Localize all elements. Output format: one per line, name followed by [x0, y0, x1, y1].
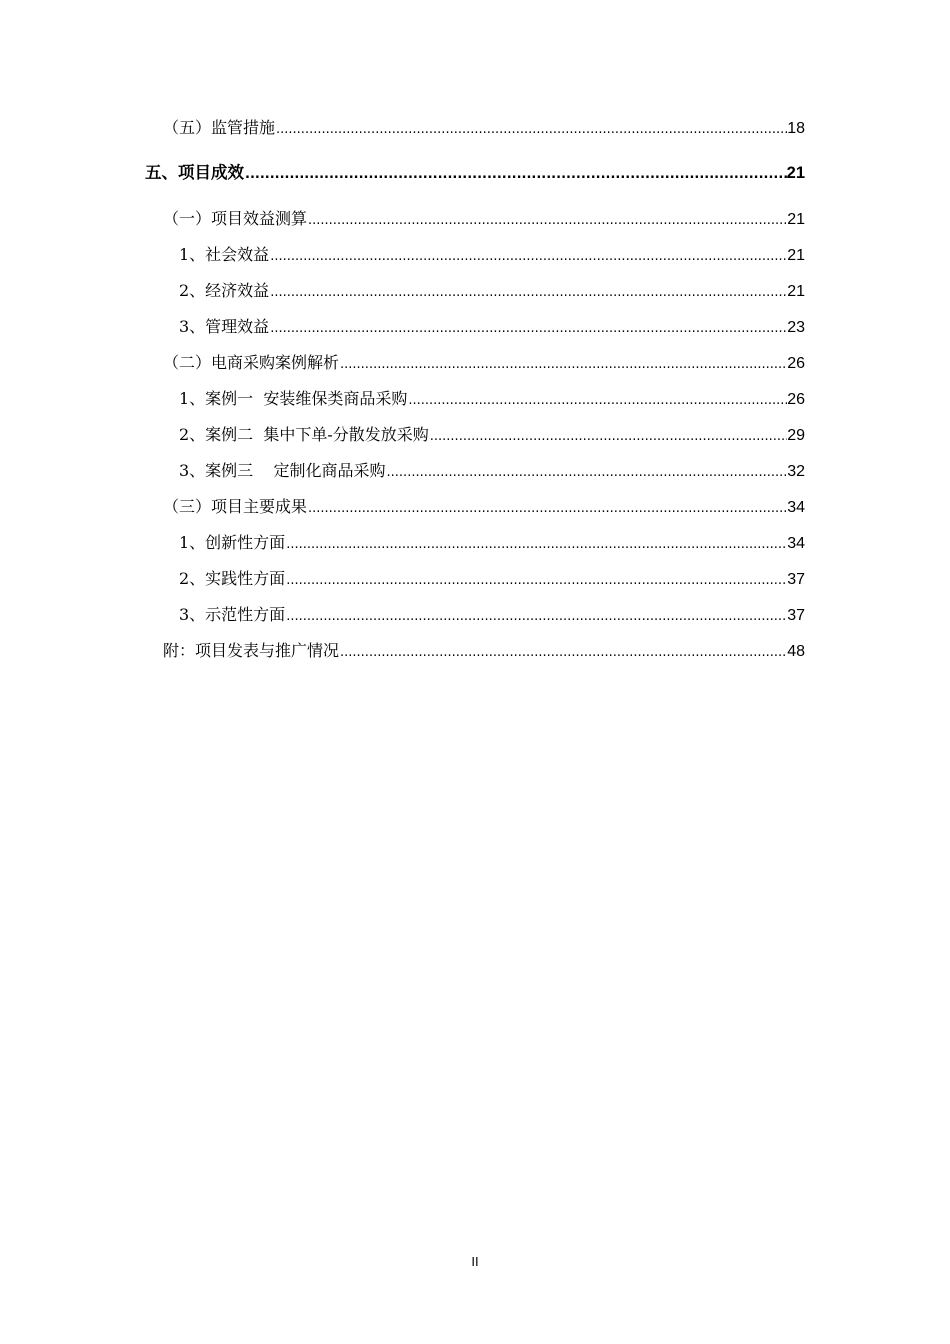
- toc-entry-page: 26: [787, 355, 805, 372]
- toc-entry-title: （一）项目效益测算: [163, 209, 308, 228]
- toc-entry-title: 1、社会效益: [179, 245, 270, 264]
- toc-entry-management-benefit[interactable]: [179, 317, 805, 337]
- toc-entry-case-two[interactable]: [179, 425, 805, 445]
- toc-entry-page: 37: [787, 607, 805, 624]
- toc-leader-dots: [307, 499, 787, 519]
- toc-entry-practicality[interactable]: [179, 569, 805, 589]
- toc-leader-dots: [429, 427, 787, 447]
- toc-entry-page: 26: [787, 391, 805, 408]
- toc-entry-appendix-publications[interactable]: [163, 641, 805, 661]
- toc-leader-dots: [339, 355, 787, 375]
- toc-entry-title: 五、项目成效: [145, 163, 244, 182]
- toc-leader-dots: [275, 120, 787, 140]
- toc-entry-title: 3、示范性方面: [179, 605, 286, 624]
- toc-entry-page: 34: [787, 535, 805, 552]
- toc-entry-page: 29: [787, 427, 805, 444]
- toc-leader-dots: [407, 391, 787, 411]
- toc-leader-dots: [269, 319, 787, 339]
- toc-entry-page: 21: [787, 247, 805, 264]
- toc-leader-dots: [285, 607, 787, 627]
- toc-entry-benefit-estimation[interactable]: [163, 209, 805, 229]
- toc-entry-case-one[interactable]: [179, 389, 805, 409]
- toc-entry-page: 21: [787, 283, 805, 300]
- toc-entry-project-results[interactable]: [145, 163, 805, 183]
- toc-entry-page: 21: [786, 164, 805, 182]
- toc-entry-title: 2、案例二 集中下单-分散发放采购: [179, 425, 429, 444]
- toc-entry-case-three[interactable]: [179, 461, 805, 481]
- toc-entry-innovation[interactable]: [179, 533, 805, 553]
- toc-entry-title: 2、实践性方面: [179, 569, 286, 588]
- toc-entry-page: 32: [787, 463, 805, 480]
- toc-entry-page: 21: [787, 211, 805, 228]
- toc-entry-social-benefit[interactable]: [179, 245, 805, 265]
- toc-entry-page: 23: [787, 319, 805, 336]
- toc-entry-title: 3、管理效益: [179, 317, 270, 336]
- toc-entry-title: 2、经济效益: [179, 281, 270, 300]
- toc-entry-case-analysis[interactable]: [163, 353, 805, 373]
- toc-entry-supervision[interactable]: [163, 118, 805, 138]
- toc-entry-title: 1、案例一 安装维保类商品采购: [179, 389, 408, 408]
- toc-entry-title: （三）项目主要成果: [163, 497, 308, 516]
- toc-leader-dots: [285, 571, 787, 591]
- page-number: II: [471, 1254, 479, 1269]
- toc-entry-page: 37: [787, 571, 805, 588]
- toc-entry-title: 附：项目发表与推广情况: [163, 641, 340, 660]
- toc-entry-demonstration[interactable]: [179, 605, 805, 625]
- toc-entry-economic-benefit[interactable]: [179, 281, 805, 301]
- toc-entry-title: （二）电商采购案例解析: [163, 353, 340, 372]
- toc-leader-dots: [386, 463, 788, 483]
- toc-entry-page: 34: [787, 499, 805, 516]
- toc-entry-main-achievements[interactable]: [163, 497, 805, 517]
- toc-entry-title: （五）监管措施: [163, 118, 276, 137]
- toc-leader-dots: [339, 643, 787, 663]
- toc-entry-title: 3、案例三 定制化商品采购: [179, 461, 386, 480]
- toc-leader-dots: [269, 247, 787, 267]
- toc-entry-page: 48: [787, 643, 805, 660]
- toc-leader-dots: [307, 211, 787, 231]
- toc-entry-page: 18: [787, 120, 805, 137]
- toc-leader-dots: [269, 283, 787, 303]
- toc-leader-dots: [285, 535, 787, 555]
- toc-leader-dots: [244, 165, 787, 185]
- toc-entry-title: 1、创新性方面: [179, 533, 286, 552]
